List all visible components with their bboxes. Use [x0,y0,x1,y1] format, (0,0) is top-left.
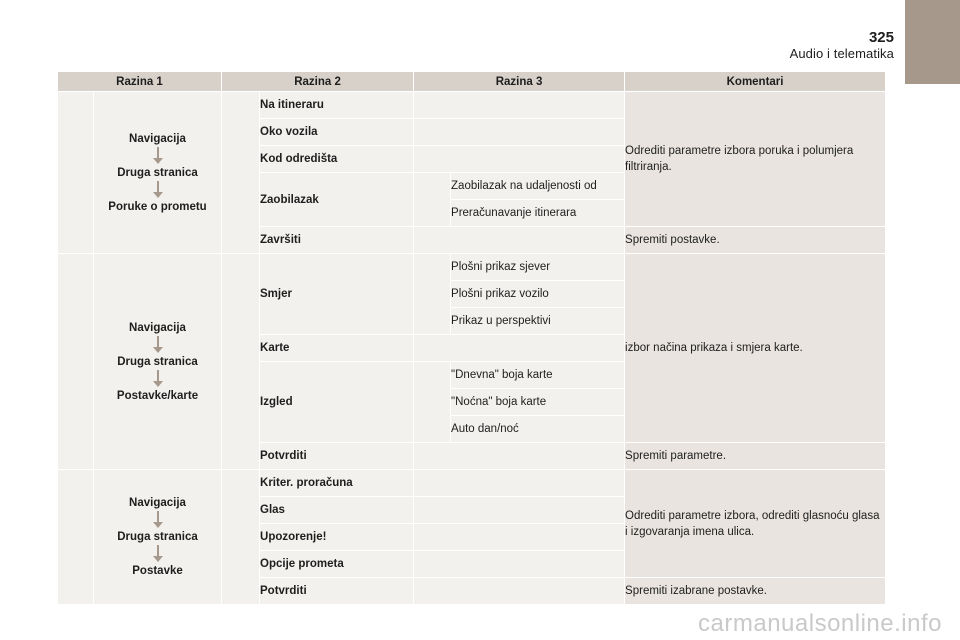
table-row-level2: Kod odredišta [260,146,414,173]
menu-table [57,71,886,605]
table-row-level2: Potvrditi [260,443,414,470]
level3-gap [414,254,451,335]
table-row-level2: Završiti [260,227,414,254]
nav-level-1: Navigacija [129,497,186,509]
table-row-level3 [414,146,625,173]
comment-cell: Odrediti parametre izbora poruka i polumjera filtriranja. [625,92,886,227]
header-razina-3: Razina 3 [414,72,625,92]
nav-level-2: Druga stranica [117,355,198,368]
arrow-down-icon [152,370,164,388]
comment-cell-last: Spremiti postavke. [625,227,886,254]
arrow-down-icon [152,147,164,165]
group-1-nav-path [94,92,222,254]
group-2-spacer [58,254,94,470]
group-2-nav-path [94,254,222,470]
table-row-level3 [414,335,625,362]
table-row-level2: Glas [260,497,414,524]
table-row-level3: Prikaz u perspektivi [451,308,625,335]
table-row-level3: "Noćna" boja karte [451,389,625,416]
comment-cell-last: Spremiti izabrane postavke. [625,578,886,605]
table-row-level2: Opcije prometa [260,551,414,578]
page-number: 325 [868,29,894,46]
nav-level-2: Druga stranica [117,166,198,179]
comment-cell: izbor načina prikaza i smjera karte. [625,254,886,443]
header-komentari: Komentari [625,72,886,92]
table-row-level3 [414,578,625,605]
header-razina-2: Razina 2 [222,72,414,92]
comment-cell-last: Spremiti parametre. [625,443,886,470]
group-3-nav-path [94,470,222,605]
table-row-level3: Preračunavanje itinerara [451,200,625,227]
table-row-level3 [414,524,625,551]
page-corner-tab [905,0,960,84]
nav-level-3: Postavke [132,565,183,577]
table-row-level3 [414,119,625,146]
table-row-level2: Smjer [260,254,414,335]
nav-level-2: Druga stranica [117,531,198,543]
level3-gap [414,173,451,227]
group-1-gap [222,92,260,254]
table-row-level2: Karte [260,335,414,362]
comment-cell: Odrediti parametre izbora, odrediti glasnoću glasa i izgovaranja imena ulica. [625,470,886,578]
group-2-gap [222,254,260,470]
header-razina-1: Razina 1 [58,72,222,92]
table-row-level3: Plošni prikaz sjever [451,254,625,281]
table-row-level3 [414,551,625,578]
table-row-level3: Zaobilazak na udaljenosti od [451,173,625,200]
arrow-down-icon [152,336,164,354]
watermark: carmanualsonline.info [698,610,942,637]
table-row-level3: Plošni prikaz vozilo [451,281,625,308]
table-row-level3 [414,470,625,497]
table-row-level3: Auto dan/noć [451,416,625,443]
table-row-level2: Potvrditi [260,578,414,605]
arrow-down-icon [152,511,164,529]
section-title: Audio i telematika [789,46,894,61]
table-row-level2: Izgled [260,362,414,443]
nav-level-1: Navigacija [129,132,186,145]
table-row-level3 [414,443,625,470]
nav-level-3: Postavke/karte [116,389,199,402]
table-row-level2: Kriter. proračuna [260,470,414,497]
group-3-spacer [58,470,94,605]
arrow-down-icon [152,181,164,199]
table-row-level2: Zaobilazak [260,173,414,227]
table-row-level3 [414,227,625,254]
table-row-level2: Upozorenje! [260,524,414,551]
nav-level-3: Poruke o prometu [108,200,207,213]
table-row-level3 [414,92,625,119]
table-row-level3 [414,497,625,524]
group-1-spacer [58,92,94,254]
table-row-level2: Oko vozila [260,119,414,146]
level3-gap [414,362,451,443]
nav-level-1: Navigacija [129,321,186,334]
arrow-down-icon [152,545,164,563]
table-row-level3: "Dnevna" boja karte [451,362,625,389]
table-row-level2: Na itineraru [260,92,414,119]
group-3-gap [222,470,260,605]
